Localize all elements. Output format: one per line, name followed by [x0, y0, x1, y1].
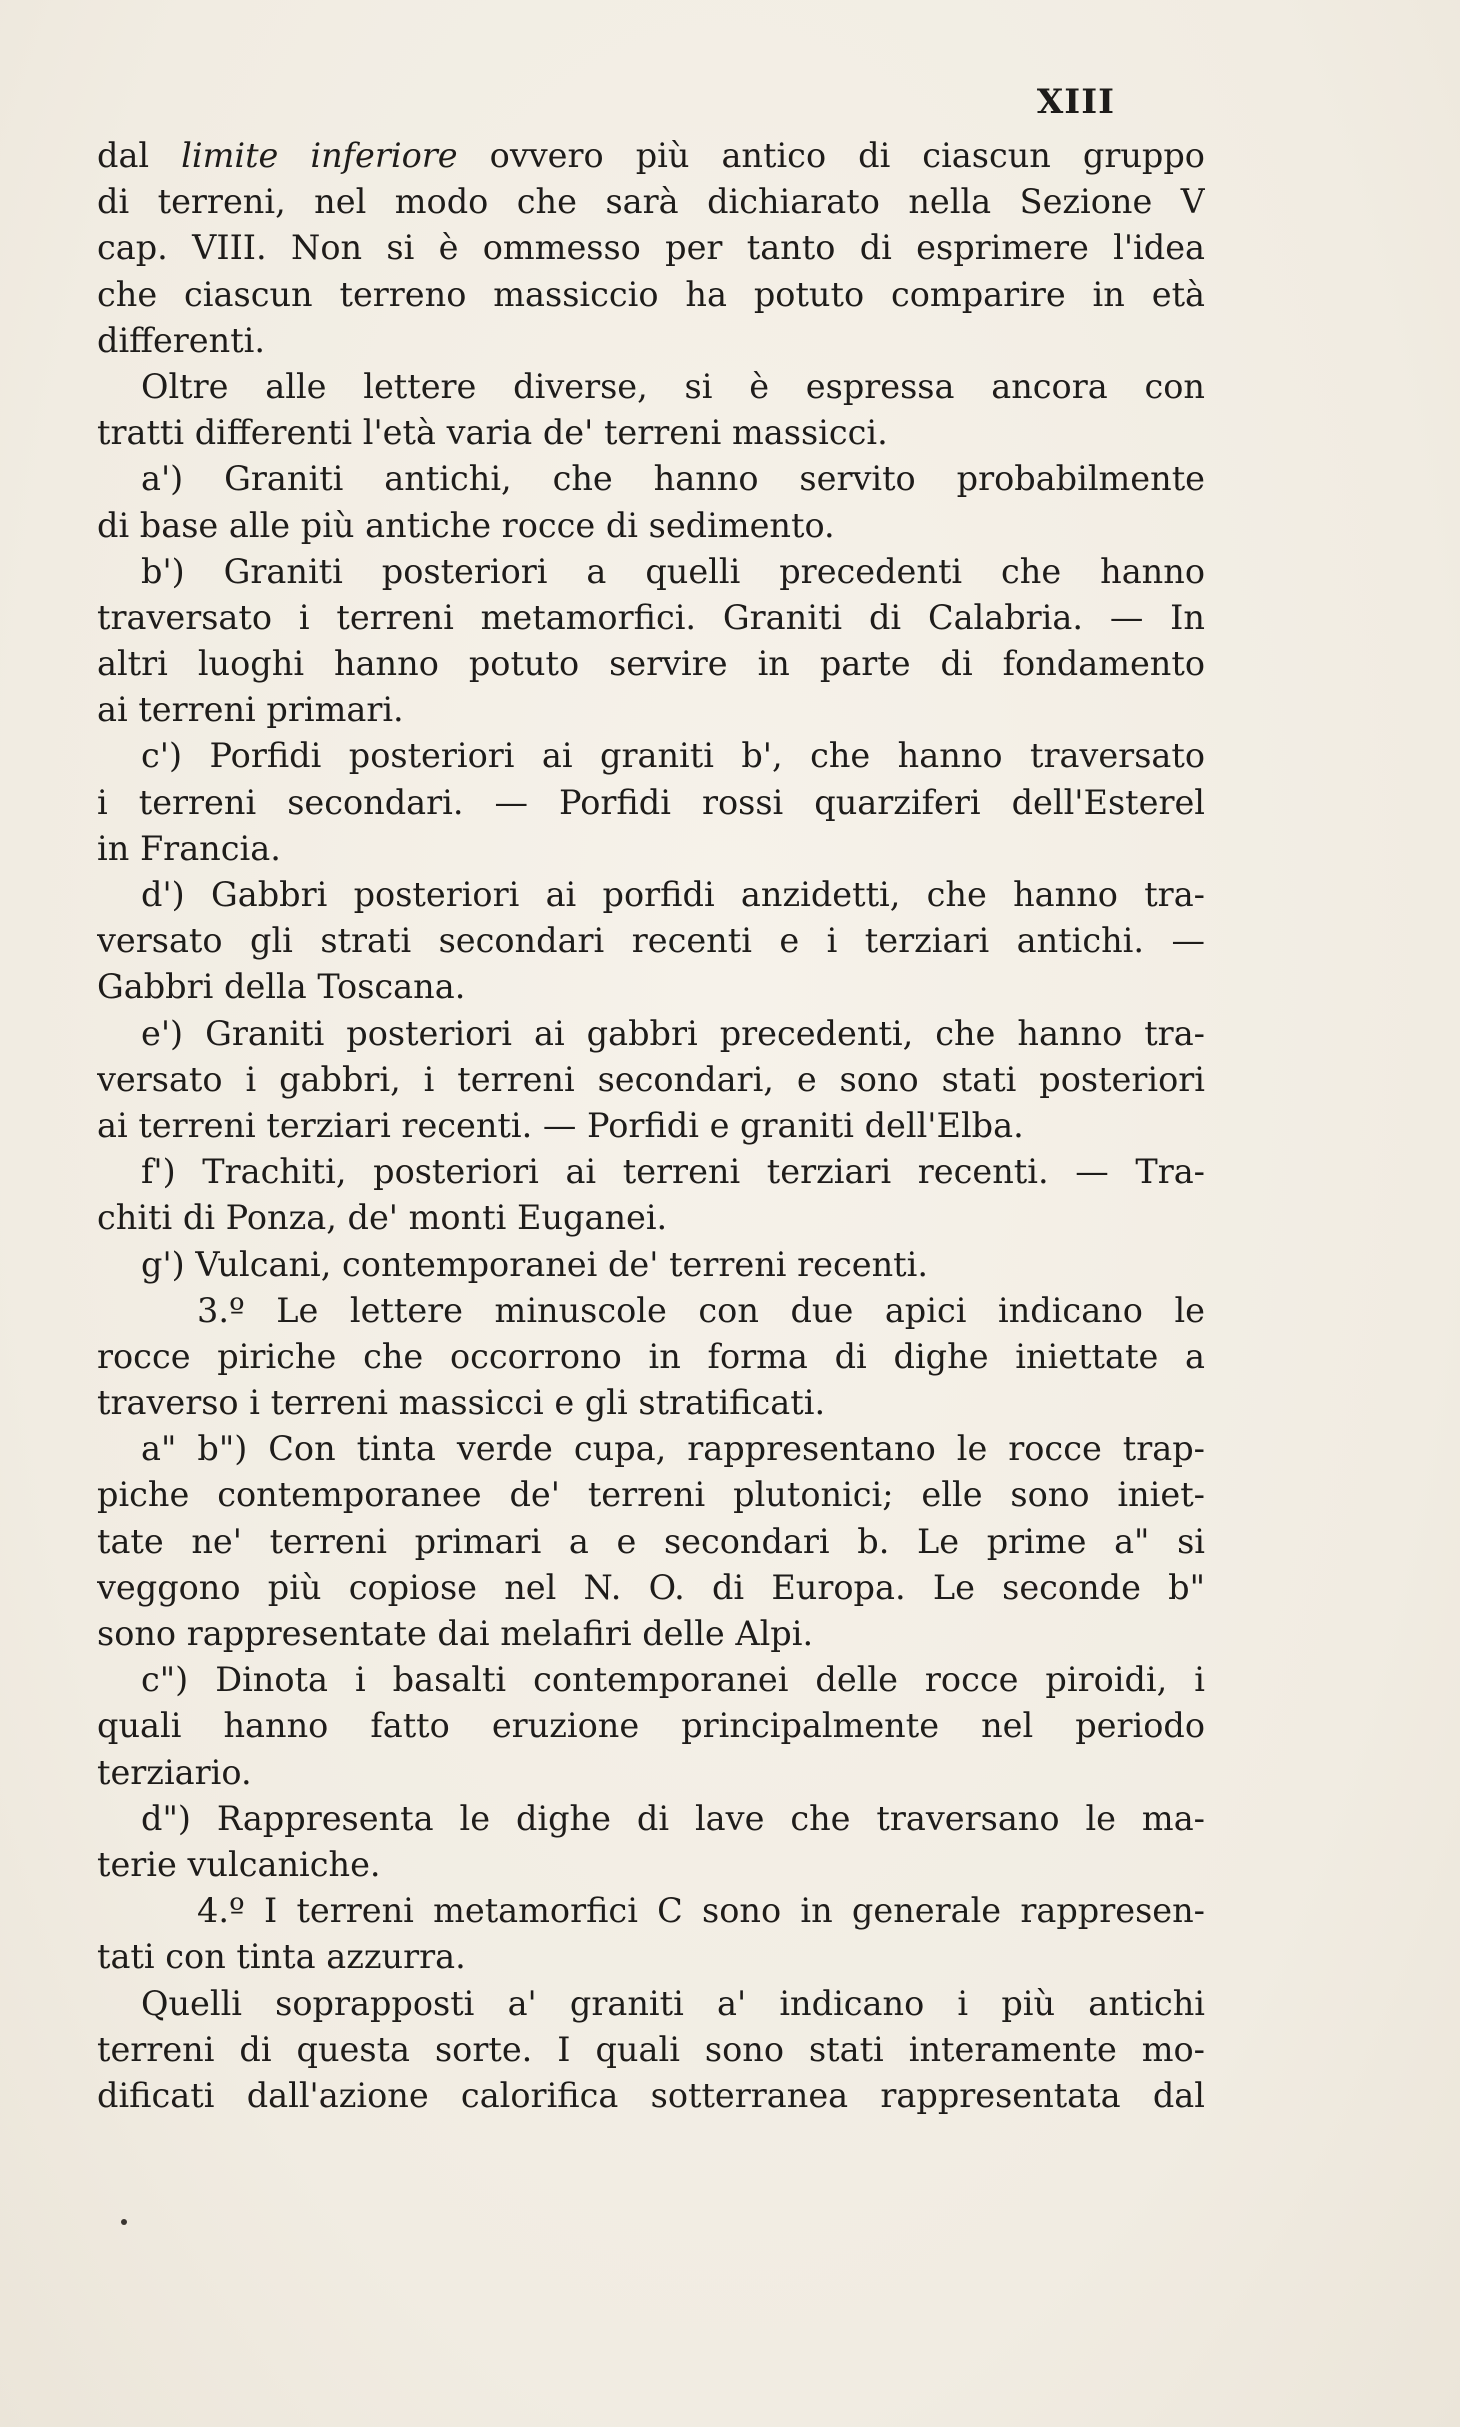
text-line: a" b") Con tinta verde cupa, rappresentano le rocce trap- [141, 1429, 1205, 1469]
text-line: tate ne' terreni primari a e secondari b. Le prime a" si [97, 1521, 1205, 1561]
text-line: in Francia. [97, 828, 281, 868]
text-line: tati con tinta azzurra. [97, 1937, 466, 1977]
text-line: Gabbri della Toscana. [97, 967, 466, 1007]
text-line: di terreni, nel modo che sarà dichiarato nella Sezione V [97, 182, 1205, 222]
text-line: dificati dall'azione calorifica sotterranea rappresentata dal [97, 2075, 1205, 2115]
text-line: veggono più copiose nel N. O. di Europa. Le seconde b" [97, 1567, 1205, 1607]
text-line: che ciascun terreno massiccio ha potuto comparire in età [97, 274, 1205, 314]
text-line: a') Graniti antichi, che hanno servito probabilmente [141, 459, 1205, 499]
text-line: i terreni secondari. — Porfidi rossi quarziferi dell'Esterel [97, 782, 1205, 822]
emphasis: limite inferiore [181, 136, 458, 175]
text-line: versato i gabbri, i terreni secondari, e sono stati posteriori [97, 1059, 1205, 1099]
text-line: sono rappresentate dai melafiri delle Alpi. [97, 1614, 814, 1653]
text-line: terie vulcaniche. [97, 1844, 381, 1884]
text-line: d") Rappresenta le dighe di lave che traversano le ma- [141, 1798, 1205, 1838]
text-line: traversato i terreni metamorfici. Graniti di Calabria. — In [97, 597, 1205, 637]
text-line: piche contemporanee de' terreni plutonici; elle sono iniet- [97, 1475, 1205, 1515]
text-line: Oltre alle lettere diverse, si è espressa ancora con [141, 366, 1205, 406]
text-line: ai terreni terziari recenti. — Porfidi e graniti dell'Elba. [97, 1105, 1024, 1145]
text-line: Quelli soprapposti a' graniti a' indicano i più antichi [141, 1983, 1205, 2023]
text-line: terreni di questa sorte. I quali sono stati interamente mo- [97, 2029, 1205, 2069]
text-line: versato gli strati secondari recenti e i terziari antichi. — [97, 921, 1205, 961]
text-line: differenti. [97, 320, 266, 360]
ink-speck [121, 2219, 127, 2225]
text-line: chiti di Ponza, de' monti Euganei. [97, 1198, 668, 1238]
body-text [97, 133, 1205, 2119]
text-line: c') Porfidi posteriori ai graniti b', che hanno traversato [141, 736, 1205, 776]
text-line: e') Graniti posteriori ai gabbri precedenti, che hanno tra- [141, 1013, 1205, 1053]
text-line: d') Gabbri posteriori ai porfidi anzidetti, che hanno tra- [141, 875, 1205, 914]
text-line: f') Trachiti, posteriori ai terreni terziari recenti. — Tra- [141, 1152, 1205, 1192]
page-number: XIII [1036, 82, 1115, 122]
text-line: dal limite inferiore ovvero più antico di ciascun gruppo [97, 136, 1205, 175]
text-line: altri luoghi hanno potuto servire in parte di fondamento [97, 644, 1205, 684]
text-line: c") Dinota i basalti contemporanei delle rocce piroidi, i [141, 1660, 1205, 1700]
text-line: terziario. [97, 1752, 252, 1792]
text-line: traverso i terreni massicci e gli stratificati. [97, 1383, 826, 1423]
text-line: cap. VIII. Non si è ommesso per tanto di esprimere l'idea [97, 228, 1205, 268]
text-line: quali hanno fatto eruzione principalmente nel periodo [97, 1706, 1205, 1746]
text-line: di base alle più antiche rocce di sedimento. [97, 505, 835, 545]
text-line: ai terreni primari. [97, 690, 404, 730]
text-line: 4.º I terreni metamorfici C sono in generale rappresen- [197, 1891, 1205, 1931]
text-line: tratti differenti l'età varia de' terreni massicci. [97, 413, 888, 453]
text-line: g') Vulcani, contemporanei de' terreni recenti. [141, 1244, 928, 1284]
text-line: rocce piriche che occorrono in forma di dighe iniettate a [97, 1336, 1205, 1376]
text-line: 3.º Le lettere minuscole con due apici indicano le [197, 1290, 1205, 1330]
text-line: b') Graniti posteriori a quelli precedenti che hanno [141, 551, 1205, 591]
